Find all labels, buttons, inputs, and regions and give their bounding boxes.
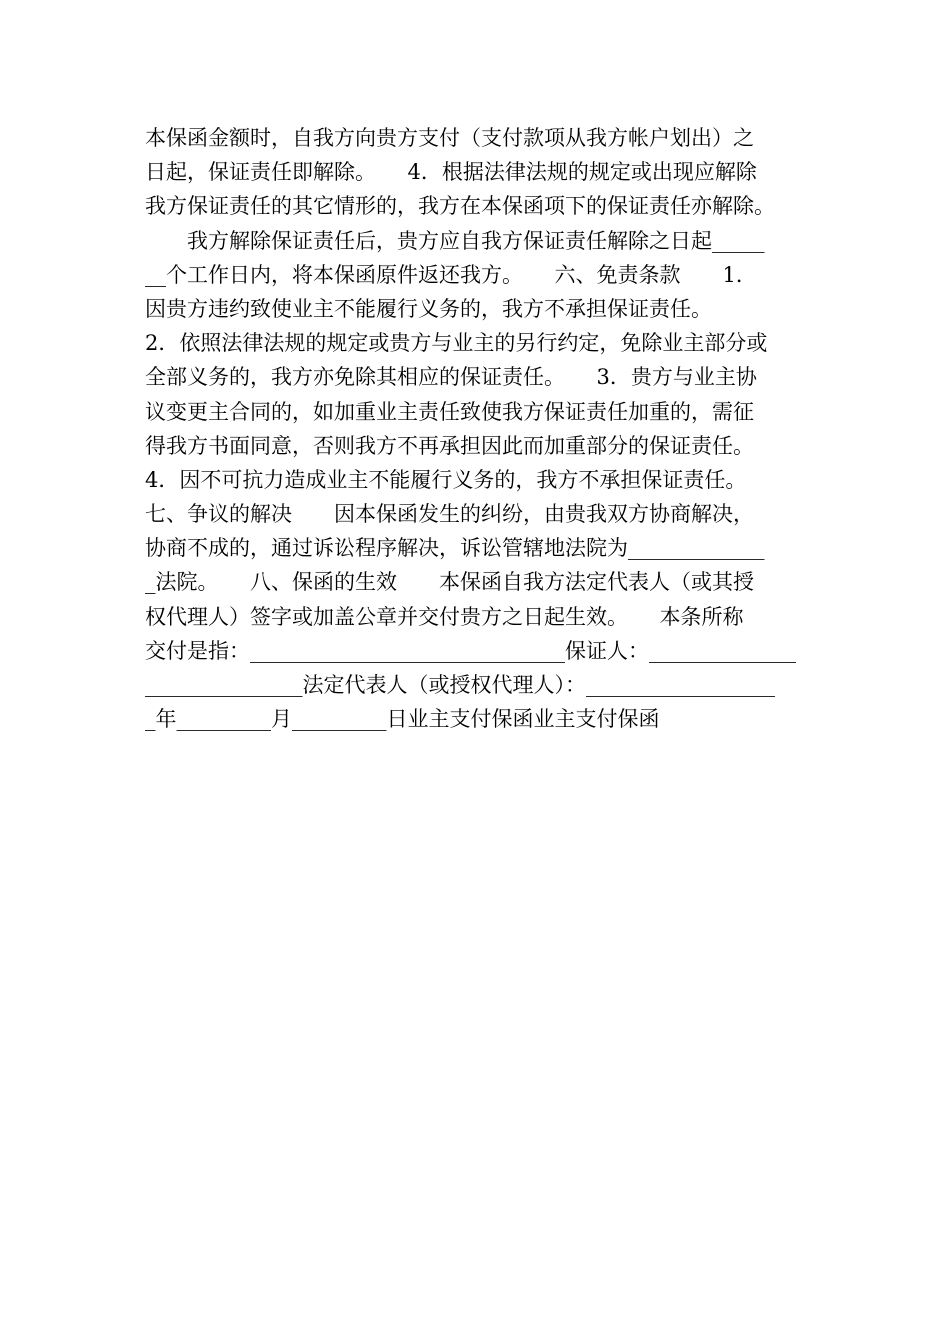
text-line-content: 我方解除保证责任后，贵方应自我方保证责任解除之日起_____ (145, 228, 765, 253)
text-line-content: 得我方书面同意，否则我方不再承担因此而加重部分的保证责任。 (145, 433, 754, 458)
text-line-content: 我方保证责任的其它情形的，我方在本保函项下的保证责任亦解除。 (145, 194, 775, 219)
guarantee-terms-text (145, 121, 810, 736)
text-line-content: _法院。 八、保函的生效 本保函自我方法定代表人（或其授 (145, 570, 754, 595)
text-line (145, 155, 810, 189)
text-line-content: __个工作日内，将本保函原件返还我方。 六、免责条款 1． (145, 262, 757, 287)
text-line (145, 531, 810, 565)
text-line-content: 权代理人）签字或加盖公章并交付贵方之日起生效。 本条所称 (145, 604, 744, 629)
text-line-content: 全部义务的，我方亦免除其相应的保证责任。 3．贵方与业主协 (145, 365, 757, 390)
text-line (145, 429, 810, 463)
text-line-content: 议变更主合同的，如加重业主责任致使我方保证责任加重的，需征 (145, 399, 754, 424)
text-line-content: 因贵方违约致使业主不能履行义务的，我方不承担保证责任。 (145, 296, 712, 321)
text-line-content: 日起，保证责任即解除。 4．根据法律法规的规定或出现应解除 (145, 160, 757, 185)
text-line (145, 497, 810, 531)
text-line (145, 395, 810, 429)
text-line (145, 258, 810, 292)
text-line-content: 2．依照法律法规的规定或贵方与业主的另行约定，免除业主部分或 (145, 331, 768, 356)
text-line (145, 292, 810, 326)
text-line (145, 326, 810, 360)
text-line-content: 协商不成的，通过诉讼程序解决，诉讼管辖地法院为_____________ (145, 536, 765, 561)
text-line-content: _______________法定代表人（或授权代理人）：__________________ (145, 673, 775, 697)
text-line (145, 702, 810, 736)
text-line (145, 189, 810, 223)
text-line-content: 交付是指：______________________________保证人：______________ (145, 638, 796, 663)
text-line (145, 360, 810, 394)
text-line (145, 565, 810, 599)
text-line-content: _年_________月_________日业主支付保函业主支付保函 (145, 707, 660, 732)
text-line-content: 七、争议的解决 因本保函发生的纠纷，由贵我双方协商解决， (145, 502, 754, 527)
text-line (145, 121, 810, 155)
text-line (145, 224, 810, 258)
text-line (145, 668, 810, 702)
text-line (145, 634, 810, 668)
text-line-content: 4．因不可抗力造成业主不能履行义务的，我方不承担保证责任。 (145, 467, 747, 492)
text-line (145, 463, 810, 497)
text-line (145, 600, 810, 634)
text-line-content: 本保函金额时，自我方向贵方支付（支付款项从我方帐户划出）之 (145, 126, 754, 150)
